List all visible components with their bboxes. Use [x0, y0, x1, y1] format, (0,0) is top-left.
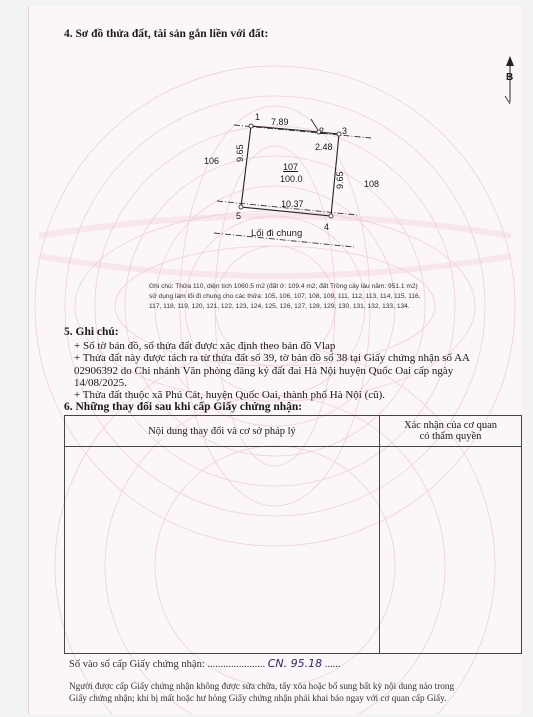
section5-line2: + Thửa đất này được tách ra từ thửa đất số 39, tờ bản đồ số 38 tại Giấy chứng nhận số AA — [74, 352, 471, 364]
confirmation-header-line1: Xác nhận của cơ quan — [403, 420, 497, 431]
certificate-page — [28, 6, 521, 714]
dimension-top: 7.89 — [271, 117, 289, 127]
section5-line1: + Số tờ bản đồ, số thửa đất được xác định theo bản đồ Vlap — [74, 340, 336, 352]
neighbor-left-parcel: 106 — [204, 156, 220, 166]
section5-line3: 02906392 do Chi nhánh Văn phòng đăng ký đất đai Hà Nội huyện Quốc Oai cấp ngày — [74, 365, 454, 377]
footer-warning-line1: Người được cấp Giấy chứng nhận không được sửa chữa, tẩy xóa hoặc bổ sung bất kỳ nội dung nào trong — [69, 681, 455, 691]
north-label: B — [506, 72, 514, 83]
changes-table — [64, 415, 522, 654]
parcel-area: 100.0 — [280, 174, 303, 184]
diagram-note-line1: Ghi chú: Thửa 110, diện tích 1060.5 m2 (đất ở: 109.4 m2; đất Trồng cây lâu năm: 951.1 m2) — [149, 283, 418, 290]
changes-header-content: Nội dung thay đổi và cơ sở pháp lý — [65, 416, 380, 447]
neighbor-right-parcel: 108 — [364, 179, 380, 189]
section5-title: 5. Ghi chú: — [64, 326, 119, 338]
register-dots: ...................... — [207, 659, 266, 670]
dimension-top-short: 2.48 — [315, 142, 333, 152]
changes-content-cell — [65, 447, 380, 654]
confirmation-header-line2: có thẩm quyền — [419, 431, 482, 442]
section4-title: 4. Sơ đồ thửa đất, tài sản gắn liền với đất: — [64, 28, 269, 40]
point-2-label: 2 — [319, 126, 325, 136]
changes-confirmation-cell — [380, 447, 522, 654]
changes-header-confirmation — [380, 416, 522, 447]
point-3-label: 3 — [342, 126, 348, 136]
register-label: Số vào sổ cấp Giấy chứng nhận: — [69, 659, 205, 670]
register-number: CN. 95.18 — [267, 657, 323, 670]
register-tail: ...... — [324, 659, 341, 670]
section5-line5: + Thửa đất thuộc xã Phú Cát, huyện Quốc Oai, thành phố Hà Nội (cũ). — [74, 389, 386, 401]
register-number-line — [69, 657, 341, 670]
point-4-label: 4 — [324, 222, 330, 232]
parcel-number: 107 — [283, 162, 299, 172]
dimension-left: 9.65 — [235, 144, 245, 162]
diagram-note-line2: sử dụng làm lối đi chung cho các thửa: 105, 106, 107, 108, 109, 111, 112, 113, 114, 115, 116, — [149, 293, 421, 300]
dimension-right: 9.65 — [335, 171, 345, 189]
section6-title: 6. Những thay đổi sau khi cấp Giấy chứng nhận: — [64, 401, 303, 413]
point-5-label: 5 — [236, 211, 242, 221]
section5-line4: 14/08/2025. — [74, 377, 127, 389]
road-label: Lối đi chung — [251, 228, 303, 239]
diagram-note-line3: 117, 118, 119, 120, 121, 122, 123, 124, 125, 126, 127, 128, 129, 130, 131, 132, 133, 134. — [149, 303, 410, 310]
footer-warning-line2: Giấy chứng nhận; khi bị mất hoặc hư hỏng Giấy chứng nhận phải khai báo ngay với cơ quan cấp Giấy. — [69, 693, 447, 703]
point-1-label: 1 — [255, 112, 261, 122]
dimension-bottom: 10.37 — [281, 199, 304, 209]
